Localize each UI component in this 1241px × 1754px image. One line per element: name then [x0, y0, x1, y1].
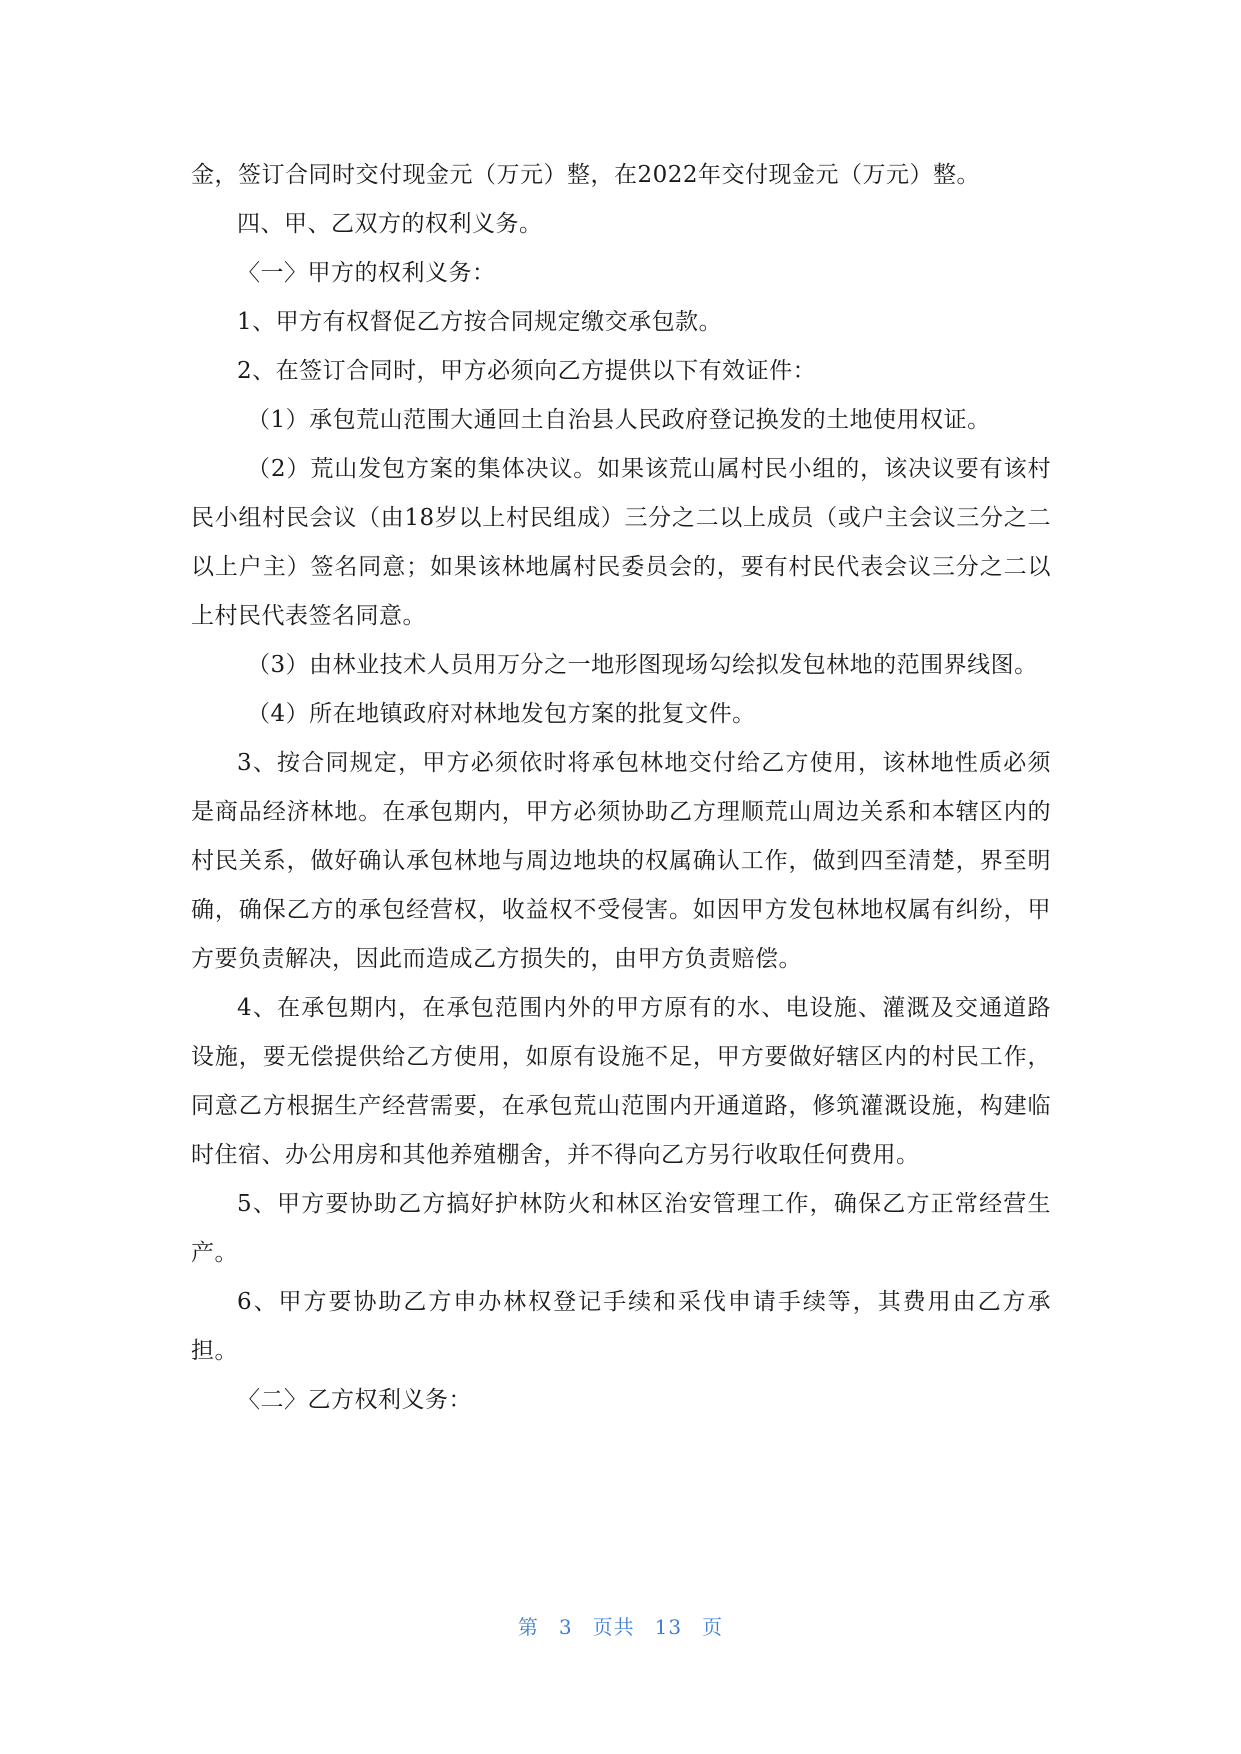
clause-a3: 3、按合同规定，甲方必须依时将承包林地交付给乙方使用，该林地性质必须是商品经济林地。在承包期内，甲方必须协助乙方理顺荒山周边关系和本辖区内的村民关系，做好确认承包林地与周边地块的权属确认工作，做到四至清楚，界至明确，确保乙方的承包经营权，收益权不受侵害。如因甲方发包林地权属有纠纷，甲方要负责解决，因此而造成乙方损失的，由甲方负责赔偿。 [191, 750, 1051, 972]
sub-clause-2: （2）荒山发包方案的集体决议。如果该荒山属村民小组的，该决议要有该村民小组村民会议（由18岁以上村民组成）三分之二以上成员（或户主会议三分之二以上户主）签名同意；如果该林地属村民委员会的，要有村民代表会议三分之二以上村民代表签名同意。 [191, 456, 1051, 629]
footer-total-pages: 13 [654, 1615, 683, 1639]
footer-page-number: 3 [558, 1615, 573, 1639]
sub-clause-4: （4）所在地镇政府对林地发包方案的批复文件。 [247, 701, 756, 727]
clause-a5: 5、甲方要协助乙方搞好护林防火和林区治安管理工作，确保乙方正常经营生产。 [191, 1191, 1051, 1266]
document-body [191, 151, 1051, 1425]
clause-a2: 2、在签订合同时，甲方必须向乙方提供以下有效证件： [237, 358, 817, 384]
clause-a1: 1、甲方有权督促乙方按合同规定缴交承包款。 [237, 309, 723, 335]
section-heading-rights-obligations: 四、甲、乙双方的权利义务。 [237, 211, 543, 237]
clause-a4: 4、在承包期内，在承包范围内外的甲方原有的水、电设施、灌溉及交通道路设施，要无偿提供给乙方使用，如原有设施不足，甲方要做好辖区内的村民工作，同意乙方根据生产经营需要，在承包荒山范围内开通道路，修筑灌溉设施，构建临时住宿、办公用房和其他养殖棚舍，并不得向乙方另行收取任何费用。 [191, 995, 1051, 1168]
sub-clause-1: （1）承包荒山范围大通回土自治县人民政府登记换发的土地使用权证。 [247, 407, 991, 433]
page-footer [0, 1611, 1241, 1640]
clause-a6: 6、甲方要协助乙方申办林权登记手续和采伐申请手续等，其费用由乙方承担。 [191, 1289, 1051, 1364]
footer-suffix: 页 [702, 1615, 724, 1639]
paragraph-continuation: 金，签订合同时交付现金元（万元）整，在2022年交付现金元（万元）整。 [191, 162, 981, 188]
footer-prefix: 第 [517, 1615, 539, 1639]
subsection-heading-party-a: 〈一〉甲方的权利义务： [237, 260, 496, 286]
subsection-heading-party-b: 〈二〉乙方权利义务： [237, 1387, 472, 1413]
footer-middle: 页共 [592, 1615, 635, 1639]
sub-clause-3: （3）由林业技术人员用万分之一地形图现场勾绘拟发包林地的范围界线图。 [247, 652, 1038, 678]
